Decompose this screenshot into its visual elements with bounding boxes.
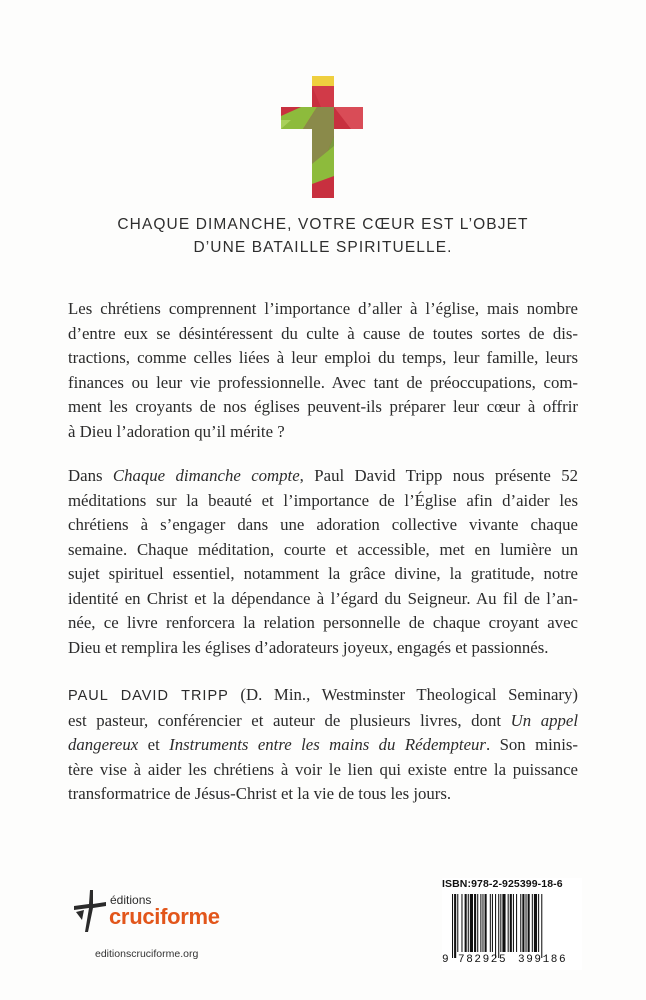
publisher-prefix: éditions [110, 893, 152, 907]
barcode-bar [510, 894, 512, 952]
barcode-digits-left: 782925 [458, 954, 508, 966]
barcode-bar [516, 894, 517, 952]
text-fragment: est pasteur, conférencier et auteur de plusieurs livres, dont [68, 710, 511, 730]
barcode-bar [528, 894, 530, 952]
barcode-bar [508, 894, 509, 952]
barcode-bar [541, 894, 542, 958]
book-title: Chaque dimanche compte [112, 466, 300, 485]
barcode-bar [520, 894, 521, 952]
barcode-bar [492, 894, 493, 952]
text-fragment: , Paul David Tripp nous présente 52 [299, 466, 579, 485]
book-title: Un appel [510, 710, 578, 730]
barcode-bar [498, 894, 499, 958]
paragraph-line: née, ce livre renforcera la relation personnelle de chaque croyant avec [68, 613, 578, 632]
text-fragment: . Son minis- [485, 735, 578, 754]
barcode-bar [522, 894, 524, 952]
paragraph-line [68, 709, 578, 734]
barcode-bar [495, 894, 496, 958]
paragraph-line: identité en Christ et la dépendance à l’égard du Seigneur. Au fil de l’an- [68, 588, 578, 608]
barcode [442, 878, 582, 970]
intro-paragraph [68, 297, 578, 444]
paragraph-line: semaine. Chaque méditation, courte et accessible, met en lumière un [68, 539, 578, 559]
paragraph-line [68, 683, 578, 709]
paragraph-line: transformatrice de Jésus-Christ et la vie de tous les jours. [68, 784, 452, 803]
barcode-bar [482, 894, 483, 952]
author-name: PAUL DAVID TRIPP [68, 688, 229, 704]
publisher-name: cruciforme [109, 904, 220, 929]
description-paragraph [68, 464, 578, 660]
headline [0, 213, 646, 259]
paragraph-line [68, 464, 578, 489]
barcode-bar [485, 894, 487, 952]
barcode-bar [532, 894, 533, 952]
barcode-bar [513, 894, 514, 952]
barcode-digits-right: 399186 [518, 954, 568, 966]
barcode-bars [442, 894, 582, 960]
paragraph-line: Dieu et remplira les églises d’adorateurs joyeux, engagés et passionnés. [68, 637, 549, 657]
paragraph-line: tractions, comme celles liées à leur emploi du temps, leur famille, leurs [68, 348, 578, 367]
paragraph-line: d’entre eux se désintéressent du culte à cause de toutes sortes de dis- [68, 323, 578, 343]
text-fragment: (D. Min., Westminster Theological Seminary) [228, 685, 578, 704]
barcode-bar [474, 894, 476, 952]
cross-emblem [281, 76, 363, 198]
barcode-bar [526, 894, 527, 952]
barcode-bar [480, 894, 481, 952]
paragraph-line: méditations sur la beauté et l’importance de l’Église afin d’aider les [68, 490, 578, 510]
barcode-bar [490, 894, 491, 952]
barcode-bar [477, 894, 478, 952]
barcode-bar [457, 894, 458, 952]
barcode-bar [538, 894, 539, 952]
headline-line-1: CHAQUE DIMANCHE, VOTRE CŒUR EST L’OBJET [117, 216, 529, 233]
barcode-bar [465, 894, 467, 952]
paragraph-line: ment les croyants de nos églises peuvent-ils préparer leur cœur à offrir [68, 397, 578, 416]
cross-logo-icon [72, 890, 108, 934]
barcode-bar [534, 894, 537, 952]
paragraph-line: Les chrétiens comprennent l’importance d’aller à l’église, mais nombre [68, 299, 578, 318]
paragraph-line: chrétiens à s’engager dans une adoration collective vivante chaque [68, 515, 578, 534]
book-title: dangereux [68, 735, 139, 754]
paragraph-line: à Dieu l’adoration qu’il mérite ? [68, 421, 285, 441]
barcode-bar [470, 894, 473, 952]
barcode-bar [468, 894, 469, 952]
paragraph-line: finances ou leur vie professionnelle. Avec tant de préoccupations, com- [68, 372, 578, 392]
book-title: Instruments entre les mains du Rédempteur [169, 735, 486, 754]
barcode-digit-first: 9 [442, 954, 449, 966]
isbn-label: ISBN:978-2-925399-18-6 [442, 878, 563, 890]
text-fragment: Dans [68, 466, 113, 485]
barcode-bar [452, 894, 453, 958]
headline-line-2: D’UNE BATAILLE SPIRITUELLE. [193, 239, 453, 256]
publisher-logo [72, 890, 232, 938]
barcode-bar [461, 894, 462, 952]
publisher-website: editionscruciforme.org [95, 948, 199, 960]
barcode-bar [500, 894, 501, 952]
paragraph-line: sujet spirituel essentiel, notamment la grâce divine, la gratitude, notre [68, 564, 578, 583]
barcode-bar [454, 894, 456, 958]
barcode-bar [502, 894, 505, 952]
paragraph-line: tère vise à aider les chrétiens à voir le lien qui existe entre la puissance [68, 759, 578, 779]
text-fragment: et [138, 735, 170, 754]
paragraph-line [68, 733, 578, 758]
author-bio [68, 683, 578, 807]
